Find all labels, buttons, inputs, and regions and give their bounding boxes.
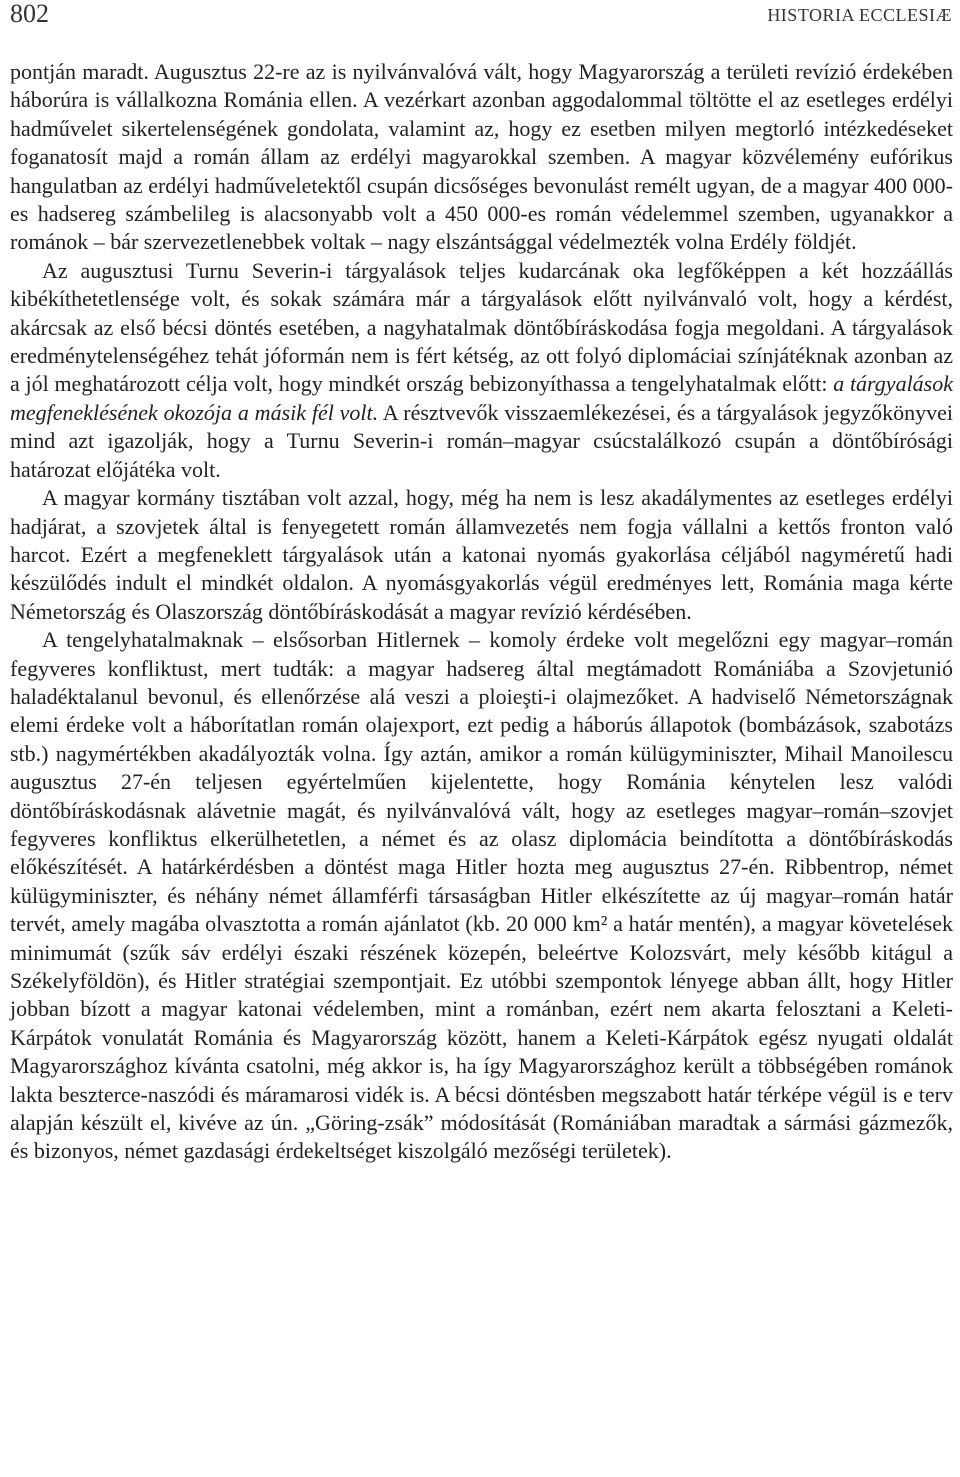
- text-segment: A résztvevők visszaemlékezései, és a tárgyalások jegyzőkönyvei mind azt igazolják, hogy a Turnu Severin-i román–magyar csúcstalálkozó csupán a döntőbírósági határozat előjátéka volt.: [10, 399, 953, 482]
- page-number: 802: [10, 0, 49, 28]
- paragraph: [10, 58, 953, 257]
- paragraph: [10, 484, 953, 626]
- text-segment: A magyar kormány tisztában volt azzal, hogy, még ha nem is lesz akadálymentes az esetleges erdélyi hadjárat, a szovjetek által is fenyegetett román államvezetés nem fogja vállalni a kettős fronton való harcot. Ezért a megfeneklett tárgyalások után a katonai nyomás gyakorlása céljából nagyméretű hadi készülődés indult el mindkét oldalon. A nyomásgyakorlás végül eredményes lett, Románia maga kérte Németország és Olaszország döntőbíráskodását a magyar revízió kérdésében.: [10, 485, 953, 624]
- text-segment: pontján maradt. Augusztus 22-re az is nyilvánvalóvá vált, hogy Magyarország a területi revízió érdekében háborúra is vállalkozna Románia ellen. A vezérkart azonban aggodalommal töltötte el az esetleges erdélyi hadművelet sikertelenségének gondolata, valamint az, hogy ez esetben milyen megtorló intézkedéseket foganatosít majd a román állam az erdélyi magyarokkal szemben. A magyar közvélemény eufórikus hangulatban az erdélyi hadműveletektől csupán dicsőséges bevonulást remélt ugyan, de a magyar 400 000-es hadsereg számbelileg is alacsonyabb volt a 450 000-es román védelemmel szemben, ugyanakkor a románok – bár szervezetlenebbek voltak – nagy elszántsággal védelmezték volna Erdély földjét.: [10, 59, 953, 255]
- body-text: [10, 58, 953, 1166]
- page-header: [10, 0, 952, 30]
- paragraph: [10, 257, 953, 484]
- running-head: HISTORIA ECCLESIÆ: [767, 5, 952, 25]
- text-segment: A tengelyhatalmaknak – elsősorban Hitlernek – komoly érdeke volt megelőzni egy magyar–román fegyveres konfliktust, mert tudták: a magyar hadsereg által megtámadott Romániába a Szovjetunió haladéktalanul bevonul, és ellenőrzése alá veszi a ploieşti-i olajmezőket. A hadviselő Németországnak elemi érdeke volt a háborítatlan román olajexport, ezt pedig a háborús állapotok (bombázások, szabotázs stb.) nagymértékben akadályozták volna. Így aztán, amikor a román külügyminiszter, Mihail Manoilescu augusztus 27-én teljesen egyértelműen kijelentette, hogy Románia kénytelen lesz valódi döntőbíráskodásnak alávetnie magát, és nyilvánvalóvá vált, hogy az esetleges magyar–román–szovjet fegyveres konfliktus elkerülhetetlen, a német és az olasz diplomácia beindította a döntőbíráskodás előkészítését. A határkérdésben a döntést maga Hitler hozta meg augusztus 27-én. Ribbentrop, német külügyminiszter, és néhány német államférfi társaságban Hitler elkészítette az új magyar–román határ tervét, amely magába olvasztotta a román ajánlatot (kb. 20 000 km² a határ mentén), a magyar követelések minimumát (szűk sáv erdélyi északi részének közepén, beleértve Kolozsvárt, mely később kitágul a Székelyföldön), és Hitler stratégiai szempontjait. Ez utóbbi szempontok lényege abban állt, hogy Hitler jobban bízott a magyar katonai védelemben, mint a románban, ezért nem akarta felosztani a Keleti-Kárpátok vonulatát Románia és Magyarország között, hanem a Keleti-Kárpátok egész nyugati oldalát Magyarországhoz kívánta csatolni, még akkor is, ha így Magyarországhoz került a többségében románok lakta beszterce-naszódi és máramarosi vidék is. A bécsi döntésben megszabott határ térképe végül is e terv alapján készült el, kivéve az ún. „Göring-zsák” módosítását (Romániában maradtak a sármási gázmezők, és bizonyos, német gazdasági érdekeltséget kiszolgáló mezőségi területek).: [10, 627, 953, 1164]
- paragraph: [10, 626, 953, 1166]
- italic-emphasis: a tárgyalások megfeneklésének okozója a másik fél volt.: [10, 371, 954, 425]
- text-segment: Az augusztusi Turnu Severin-i tárgyalások teljes kudarcának oka legfőképpen a két hozzáállás kibékíthetetlensége volt, és sokak számára már a tárgyalások előtt nyilvánvaló volt, hogy a kérdést, akárcsak az első bécsi döntés esetében, a nagyhatalmak döntőbíráskodása fogja megoldani. A tárgyalások eredménytelenségéhez tehát jóformán nem is fért kétség, az ott folyó diplomáciai színjátéknak azonban az a jól meghatározott célja volt, hogy mindkét ország bebizonyíthassa a tengelyhatalmak előtt:: [10, 257, 953, 397]
